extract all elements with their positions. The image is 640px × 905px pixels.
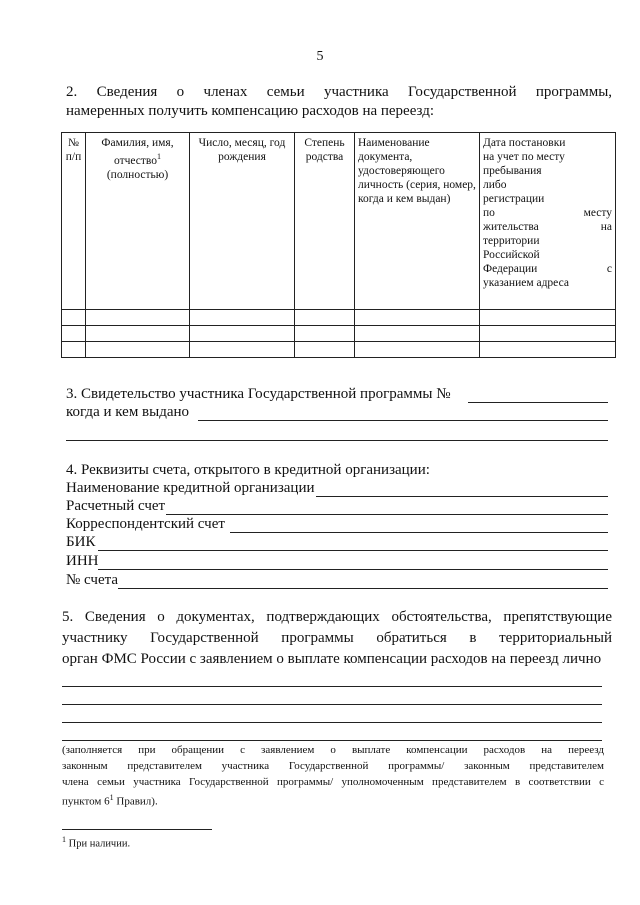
- footnote: $^1$ При наличии.: [62, 835, 131, 850]
- section-3-certificate-label: 3. Свидетельство участника Государственной программы №: [66, 386, 451, 402]
- account-number-field[interactable]: [118, 588, 608, 589]
- table-row[interactable]: [62, 326, 616, 342]
- correspondent-account-field[interactable]: [230, 532, 608, 533]
- documents-field-line-1[interactable]: [62, 686, 602, 687]
- page-number: 5: [316, 49, 324, 64]
- account-number-label: № счета: [66, 572, 119, 588]
- section-2-line-2: намеренных получить компенсацию расходов на переезд:: [66, 103, 435, 119]
- settlement-account-label: Расчетный счет: [66, 498, 166, 514]
- section-5-heading: 5. Сведения о документах, подтверждающих обстоятельства, препятствующие участнику Государственной программы обратиться в территориальный орган ФМС России с заявлением о выплате компенсации расходов на переезд лично: [62, 609, 612, 667]
- header-birth-date: Число, месяц, год рождения: [190, 133, 295, 310]
- inn-field[interactable]: [98, 569, 608, 570]
- issued-by-field[interactable]: [198, 420, 608, 421]
- documents-field-line-2[interactable]: [62, 704, 602, 705]
- bank-name-label: Наименование кредитной организации: [66, 480, 315, 496]
- bank-name-field[interactable]: [316, 496, 608, 497]
- documents-field-line-3[interactable]: [62, 722, 602, 723]
- footnote-separator: [62, 829, 212, 830]
- table-row[interactable]: [62, 342, 616, 358]
- documents-field-line-4[interactable]: [62, 740, 602, 741]
- issued-by-label: когда и кем выдано: [66, 404, 190, 420]
- correspondent-account-label: Корреспондентский счет: [66, 516, 225, 532]
- inn-label: ИНН: [66, 553, 99, 569]
- table-header-row: [62, 133, 616, 310]
- header-full-name: Фамилия, имя, отчество$^1$ (полностью): [86, 133, 190, 310]
- bik-label: БИК: [66, 534, 96, 550]
- header-number: № п/п: [62, 133, 86, 310]
- header-identity-document: Наименование документа, удостоверяющего личность (серия, номер, когда и кем выдан): [355, 133, 480, 310]
- section-2-line-1: 2. Сведения о членах семьи участника Государственной программы,: [66, 84, 613, 100]
- header-registration-date: Дата постановки на учет по месту пребывания либо регистрации по месту жительства на территории Российской Федерации с указанием адреса: [480, 133, 616, 310]
- certificate-number-field[interactable]: [468, 402, 608, 403]
- fill-in-note: (заполняется при обращении с заявлением о выплате компенсации расходов на переезд законным представителем участника Государственной программы/ законным представителем члена семьи участника Государственной программы/ уполномоченным представителем в соответствии с пунктом $6^1$ Правил).: [62, 744, 604, 808]
- header-relationship: Степень родства: [295, 133, 355, 310]
- family-members-table: [61, 132, 616, 358]
- section-2-heading: [66, 83, 612, 121]
- issued-by-field-extra[interactable]: [66, 440, 608, 441]
- settlement-account-field[interactable]: [166, 514, 608, 515]
- bik-field[interactable]: [98, 550, 608, 551]
- section-4-title: 4. Реквизиты счета, открытого в кредитной организации:: [66, 462, 430, 478]
- table-row[interactable]: [62, 310, 616, 326]
